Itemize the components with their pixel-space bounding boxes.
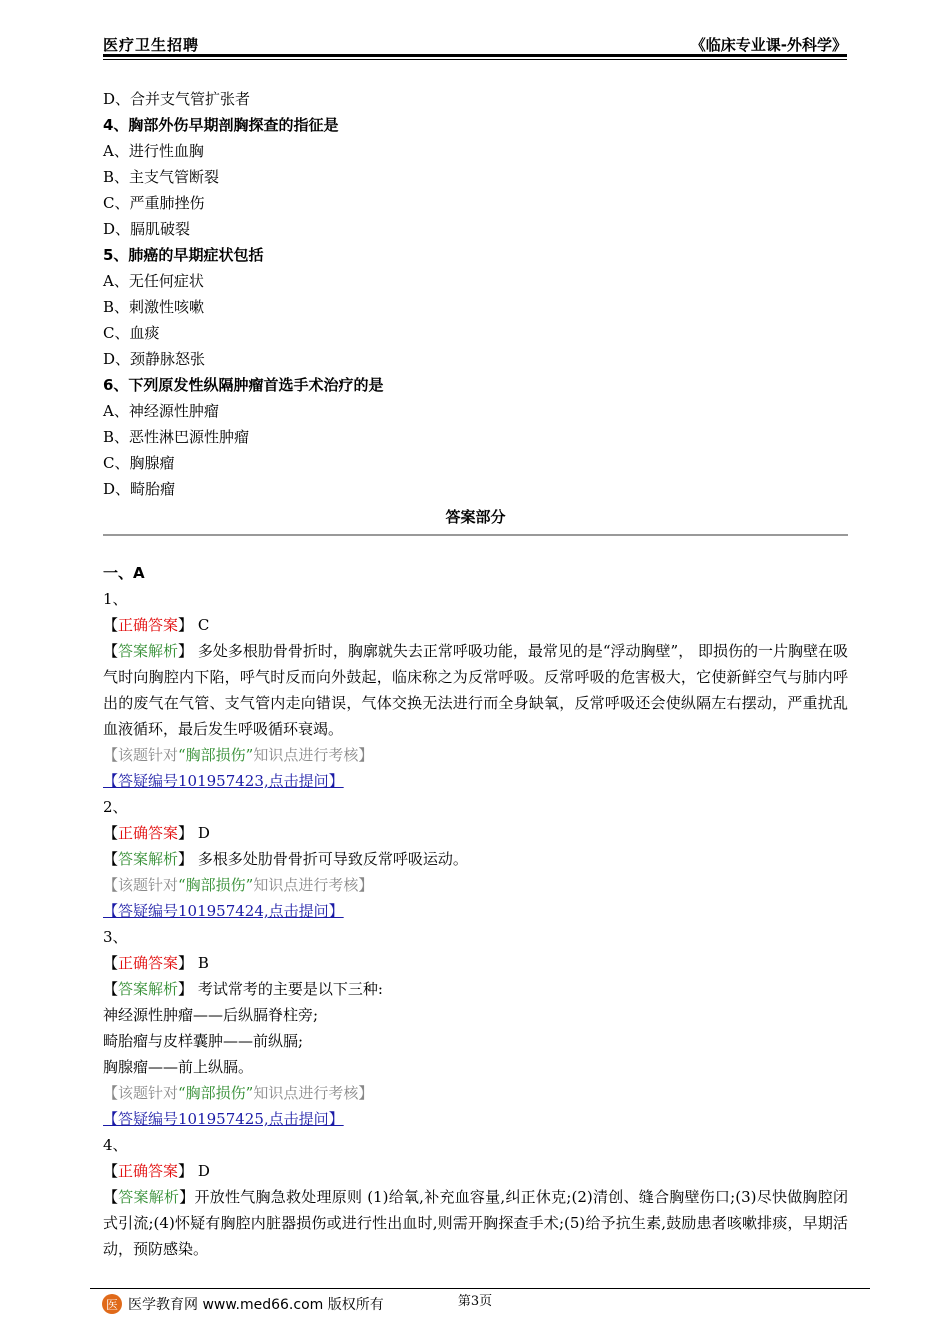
bracket-left: 【 [103,954,119,972]
answer-3-correct [103,950,848,976]
answer-4-number: 4、 [103,1136,128,1154]
bracket-right: 】 [178,980,194,998]
question-4: 4、胸部外伤早期剖胸探查的指征是 [103,116,339,134]
answer-section-title: 答案部分 [103,502,848,536]
correct-answer-label: 正确答案 [118,824,179,842]
header-title-right: 《临床专业课-外科学》 [690,36,847,54]
answer-1-analysis-text: 多处多根肋骨骨折时，胸廓就失去正常呼吸功能，最常见的是“浮动胸壁”， 即损伤的一片胸壁在吸气时向胸腔内下陷，呼气时反而向外鼓起，临床称之为反常呼吸。反常呼吸的危害极大，它使新鲜空气与肺内呼出的废气在气管、支气管内走向错误，气体交换无法进行而全身缺氧，反常呼吸还会使纵隔左右摆动，严重扰乱血液循环，最后发生呼吸循环衰竭。 [103,642,848,738]
kp-prefix: 【该题针对 [103,876,179,894]
answer-4-analysis [103,1184,848,1262]
answer-1-knowledge-point [103,742,848,768]
header-title-left: 医疗卫生招聘 [103,36,200,54]
answer-4-value: D [197,1162,210,1180]
analysis-label: 答案解析 [118,980,179,998]
question-6: 6、下列原发性纵隔肿瘤首选手术治疗的是 [103,376,384,394]
option-6b: B、恶性淋巴源性肿瘤 [103,428,250,446]
answer-3-analysis-text: 考试常考的主要是以下三种: [197,980,383,998]
question-5: 5、肺癌的早期症状包括 [103,246,264,264]
bracket-left: 【 [103,980,119,998]
answer-3-line-1: 神经源性肿瘤——后纵膈脊柱旁; [103,1006,319,1024]
bracket-right: 】 [178,1162,194,1180]
kp-prefix: 【该题针对 [103,1084,179,1102]
footer-brand-text: 医学教育网 www.med66.com 版权所有 [128,1297,384,1313]
answer-2-number: 2、 [103,798,128,816]
kp-suffix: 知识点进行考核】 [253,876,374,894]
analysis-label: 答案解析 [118,1188,180,1206]
page-number: 第3页 [457,1294,493,1309]
option-6d: D、畸胎瘤 [103,480,176,498]
answer-1-correct [103,612,848,638]
option-4a: A、进行性血胸 [103,142,204,160]
bracket-left: 【 [103,1188,119,1206]
kp-prefix: 【该题针对 [103,746,179,764]
med66-logo-icon: 医 [102,1294,122,1314]
option-5a: A、无任何症状 [103,272,204,290]
answer-part-label: 一、A [103,564,145,582]
kp-topic: “胸部损伤” [178,746,254,764]
answer-1-value: C [197,616,210,634]
answer-3-line-2: 畸胎瘤与皮样囊肿——前纵膈; [103,1032,304,1050]
answer-2-correct [103,820,848,846]
answer-4-analysis-text: 开放性气胸急救处理原则 (1)给氧,补充血容量,纠正休克;(2)清创、缝合胸壁伤口;(3)尽快做胸腔闭式引流;(4)怀疑有胸腔内脏器损伤或进行性出血时,则需开胸探查手术;(5)给予抗生素,鼓励患者咳嗽排痰，早期活动，预防感染。 [103,1188,848,1258]
bracket-right: 】 [178,850,194,868]
correct-answer-label: 正确答案 [118,1162,179,1180]
option-4b: B、主支气管断裂 [103,168,220,186]
document-body [103,86,848,1262]
option-4d: D、膈肌破裂 [103,220,191,238]
answer-1-analysis [103,638,848,742]
bracket-left: 【 [103,824,119,842]
answer-1-ask-link[interactable]: 【答疑编号101957423,点击提问】 [103,772,344,790]
bracket-left: 【 [103,1162,119,1180]
kp-suffix: 知识点进行考核】 [253,746,374,764]
kp-suffix: 知识点进行考核】 [253,1084,374,1102]
kp-topic: “胸部损伤” [178,876,254,894]
answer-4-correct [103,1158,848,1184]
answer-2-knowledge-point [103,872,848,898]
analysis-label: 答案解析 [118,642,179,660]
option-5c: C、血痰 [103,324,160,342]
option-3d: D、合并支气管扩张者 [103,90,251,108]
correct-answer-label: 正确答案 [118,616,179,634]
bracket-left: 【 [103,642,119,660]
answer-3-ask-link[interactable]: 【答疑编号101957425,点击提问】 [103,1110,344,1128]
answer-1-number: 1、 [103,590,128,608]
correct-answer-label: 正确答案 [118,954,179,972]
option-5b: B、刺激性咳嗽 [103,298,205,316]
answer-2-analysis [103,846,848,872]
answer-2-value: D [197,824,210,842]
bracket-right: 】 [178,954,194,972]
answer-2-ask-link[interactable]: 【答疑编号101957424,点击提问】 [103,902,344,920]
analysis-label: 答案解析 [118,850,179,868]
answer-2-analysis-text: 多根多处肋骨骨折可导致反常呼吸运动。 [197,850,468,868]
option-6c: C、胸腺瘤 [103,454,175,472]
option-6a: A、神经源性肿瘤 [103,402,219,420]
kp-topic: “胸部损伤” [178,1084,254,1102]
bracket-right: 】 [178,824,194,842]
answer-3-analysis [103,976,848,1002]
page-header [103,30,847,54]
footer-rule [90,1288,870,1289]
bracket-left: 【 [103,850,119,868]
header-rule-thick [103,54,847,57]
answer-3-number: 3、 [103,928,128,946]
option-4c: C、严重肺挫伤 [103,194,205,212]
bracket-right: 】 [178,616,194,634]
answer-3-line-3: 胸腺瘤——前上纵膈。 [103,1058,254,1076]
bracket-right: 】 [179,1188,195,1206]
header-rule-thin [103,59,847,60]
bracket-left: 【 [103,616,119,634]
answer-3-knowledge-point [103,1080,848,1106]
option-5d: D、颈静脉怒张 [103,350,206,368]
bracket-right: 】 [178,642,194,660]
answer-3-value: B [197,954,209,972]
